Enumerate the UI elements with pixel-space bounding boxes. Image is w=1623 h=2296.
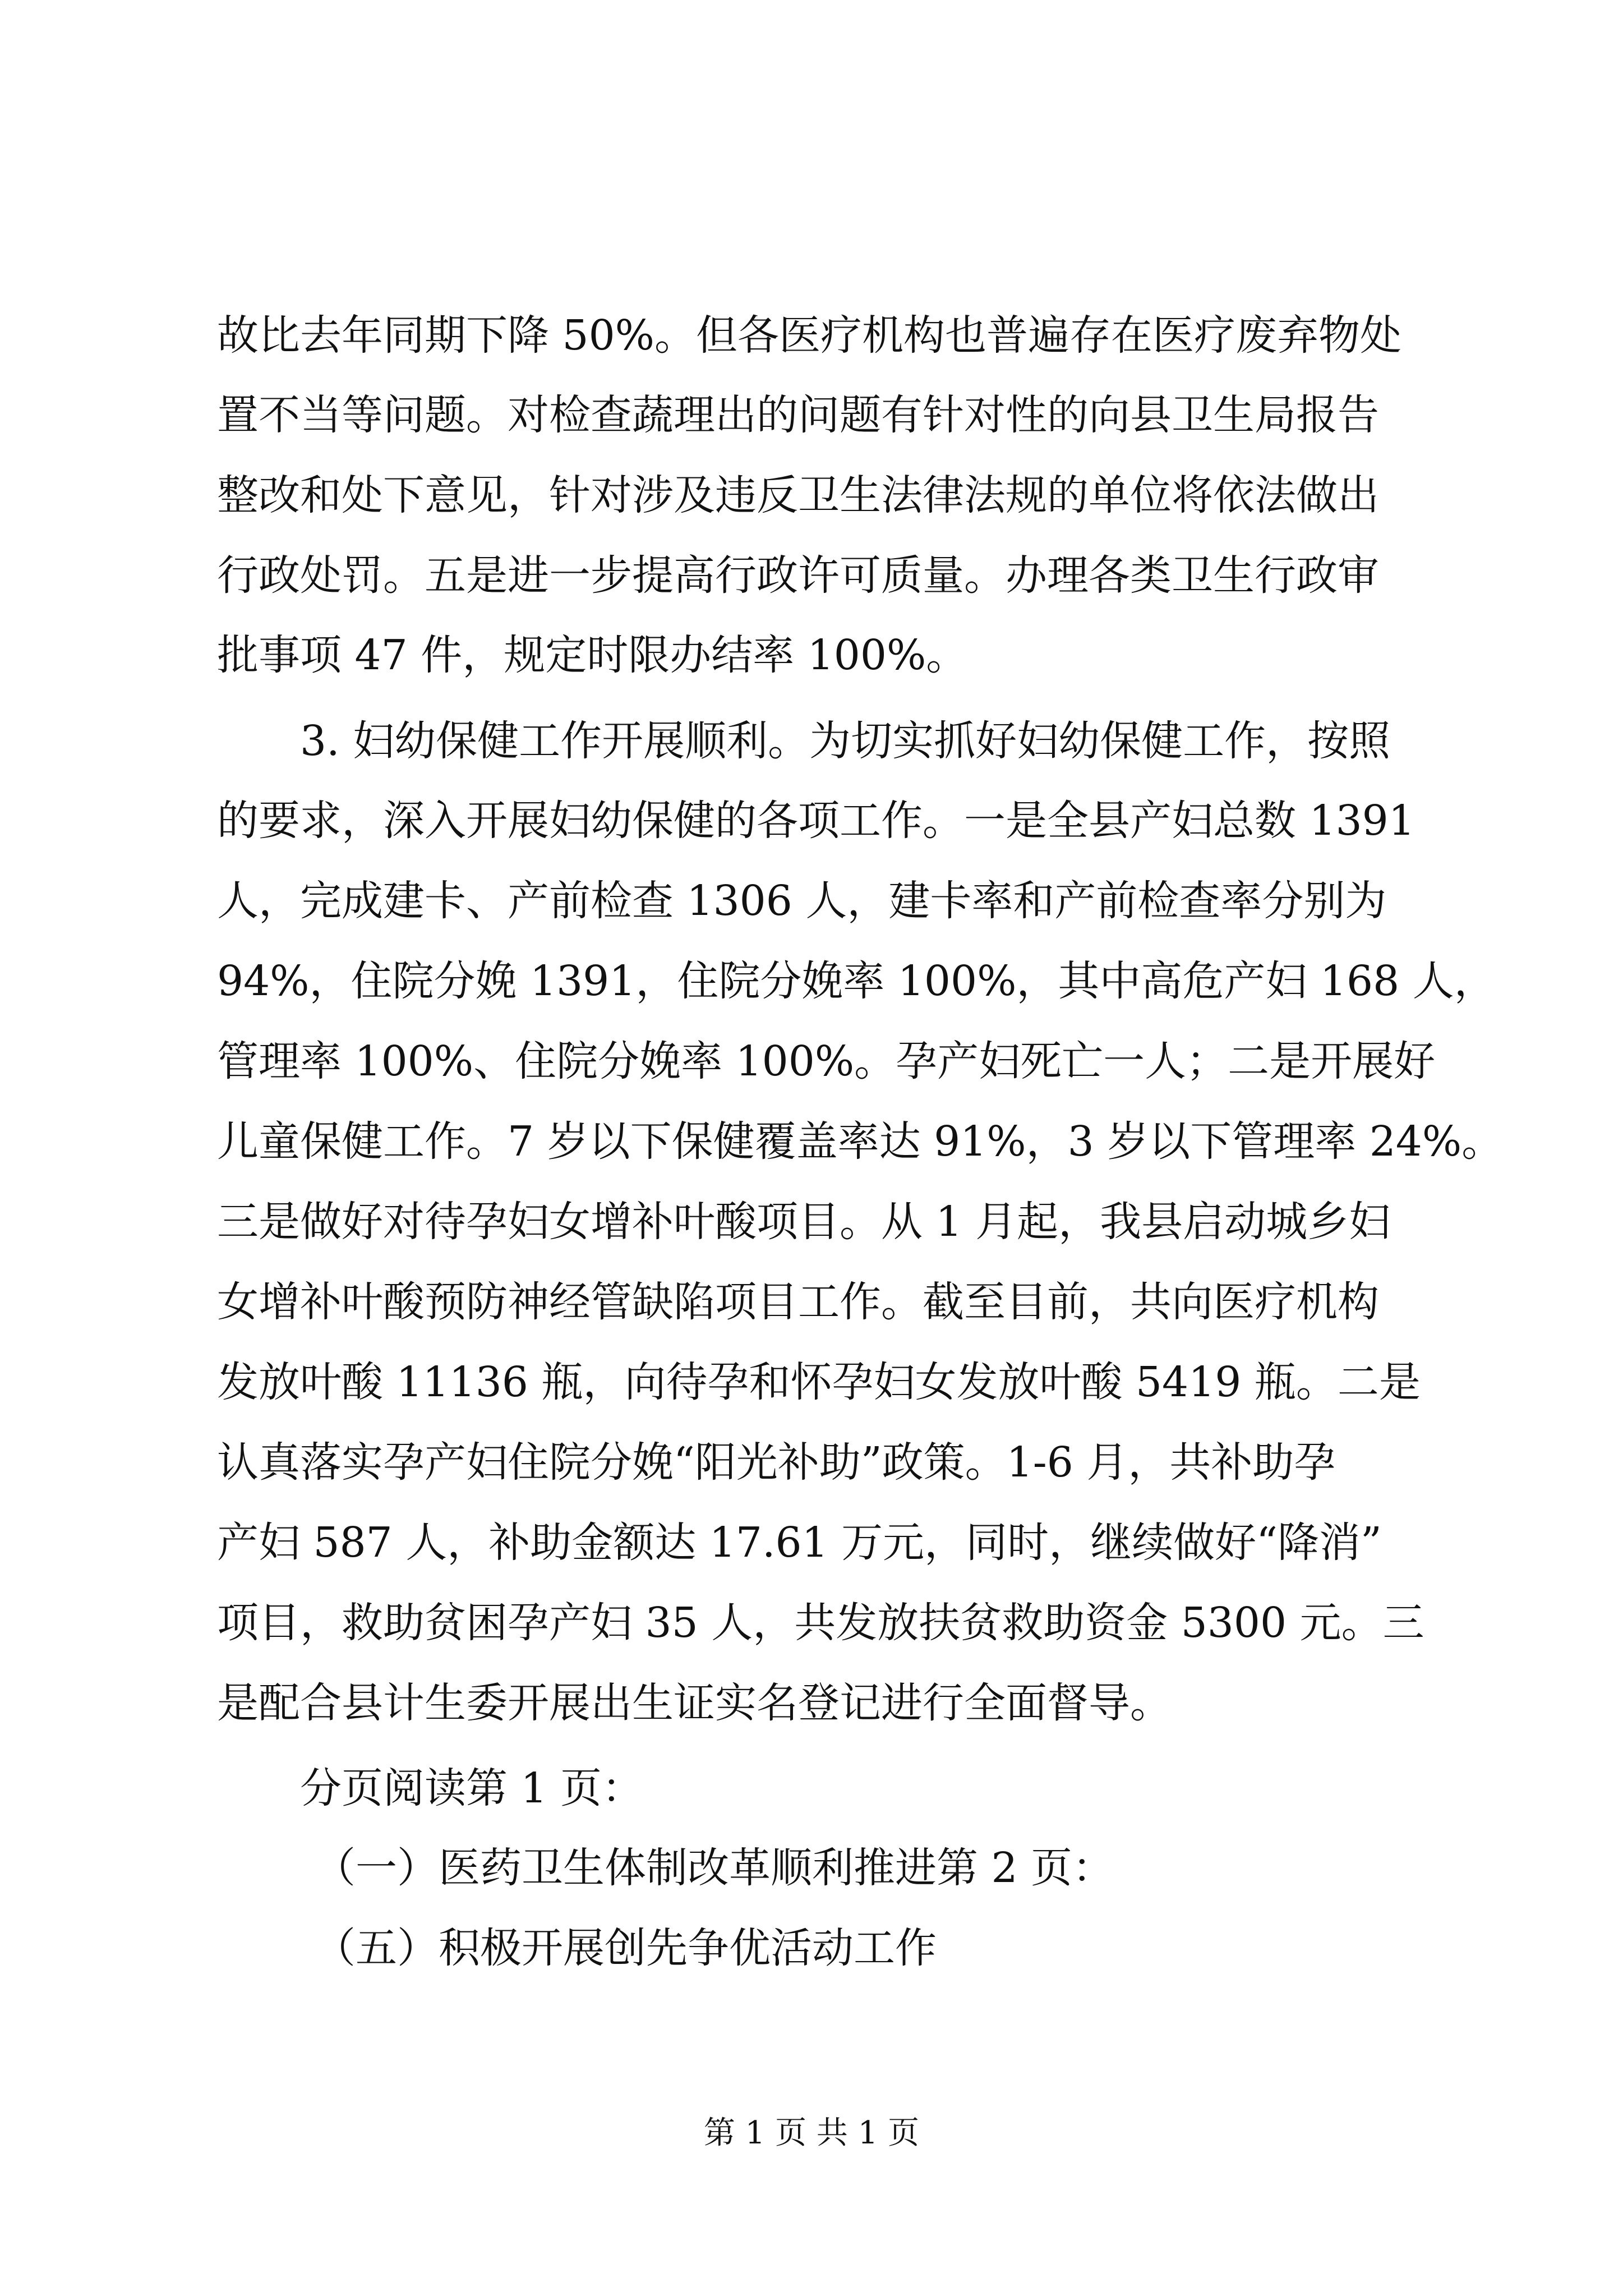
paragraph-line: 批事项 47 件，规定时限办结率 100%。 xyxy=(217,631,968,679)
page-read-label: 分页阅读第 1 页： xyxy=(300,1764,644,1812)
paragraph-line: 是配合县计生委开展出生证实名登记进行全面督导。 xyxy=(217,1679,1172,1727)
paragraph-line: 儿童保健工作。7 岁以下保健覆盖率达 91%，3 岁以下管理率 24%。 xyxy=(217,1117,1504,1166)
nav-link-reform[interactable]: （一）医药卫生体制改革顺利推进第 2 页： xyxy=(314,1844,1114,1892)
paragraph-line: 行政处罚。五是进一步提高行政许可质量。办理各类卫生行政审 xyxy=(217,551,1379,600)
paragraph-line: 人，完成建卡、产前检查 1306 人，建卡率和产前检查率分别为 xyxy=(217,877,1387,925)
paragraph-line: 置不当等问题。对检查蔬理出的问题有针对性的向县卫生局报告 xyxy=(217,391,1379,439)
page-footer: 第 1 页 共 1 页 xyxy=(703,2115,920,2151)
paragraph-line: 故比去年同期下降 50%。但各医疗机构也普遍存在医疗废弃物处 xyxy=(217,311,1401,360)
paragraph-line: 三是做好对待孕妇女增补叶酸项目。从 1 月起，我县启动城乡妇 xyxy=(217,1198,1391,1246)
paragraph-line: 发放叶酸 11136 瓶，向待孕和怀孕妇女发放叶酸 5419 瓶。二是 xyxy=(217,1358,1421,1406)
paragraph-line: 产妇 587 人，补助金额达 17.61 万元，同时，继续做好“降消” xyxy=(217,1519,1382,1567)
paragraph-line: 整改和处下意见，针对涉及违反卫生法律法规的单位将依法做出 xyxy=(217,471,1379,519)
nav-link-activity[interactable]: （五）积极开展创先争优活动工作 xyxy=(314,1924,937,1972)
paragraph-line: 94%，住院分娩 1391，住院分娩率 100%，其中高危产妇 168 人， xyxy=(217,957,1496,1005)
paragraph-line: 认真落实孕产妇住院分娩“阳光补助”政策。1-6 月，共补助孕 xyxy=(217,1438,1336,1487)
paragraph-line: 管理率 100%、住院分娩率 100%。孕产妇死亡一人；二是开展好 xyxy=(217,1037,1436,1085)
paragraph-line: 3. 妇幼保健工作开展顺利。为切实抓好妇幼保健工作，按照 xyxy=(300,717,1391,765)
paragraph-line: 项目，救助贫困孕产妇 35 人，共发放扶贫救助资金 5300 元。三 xyxy=(217,1599,1424,1647)
paragraph-line: 女增补叶酸预防神经管缺陷项目工作。截至目前，共向医疗机构 xyxy=(217,1278,1379,1326)
paragraph-line: 的要求，深入开展妇幼保健的各项工作。一是全县产妇总数 1391 xyxy=(217,797,1415,845)
